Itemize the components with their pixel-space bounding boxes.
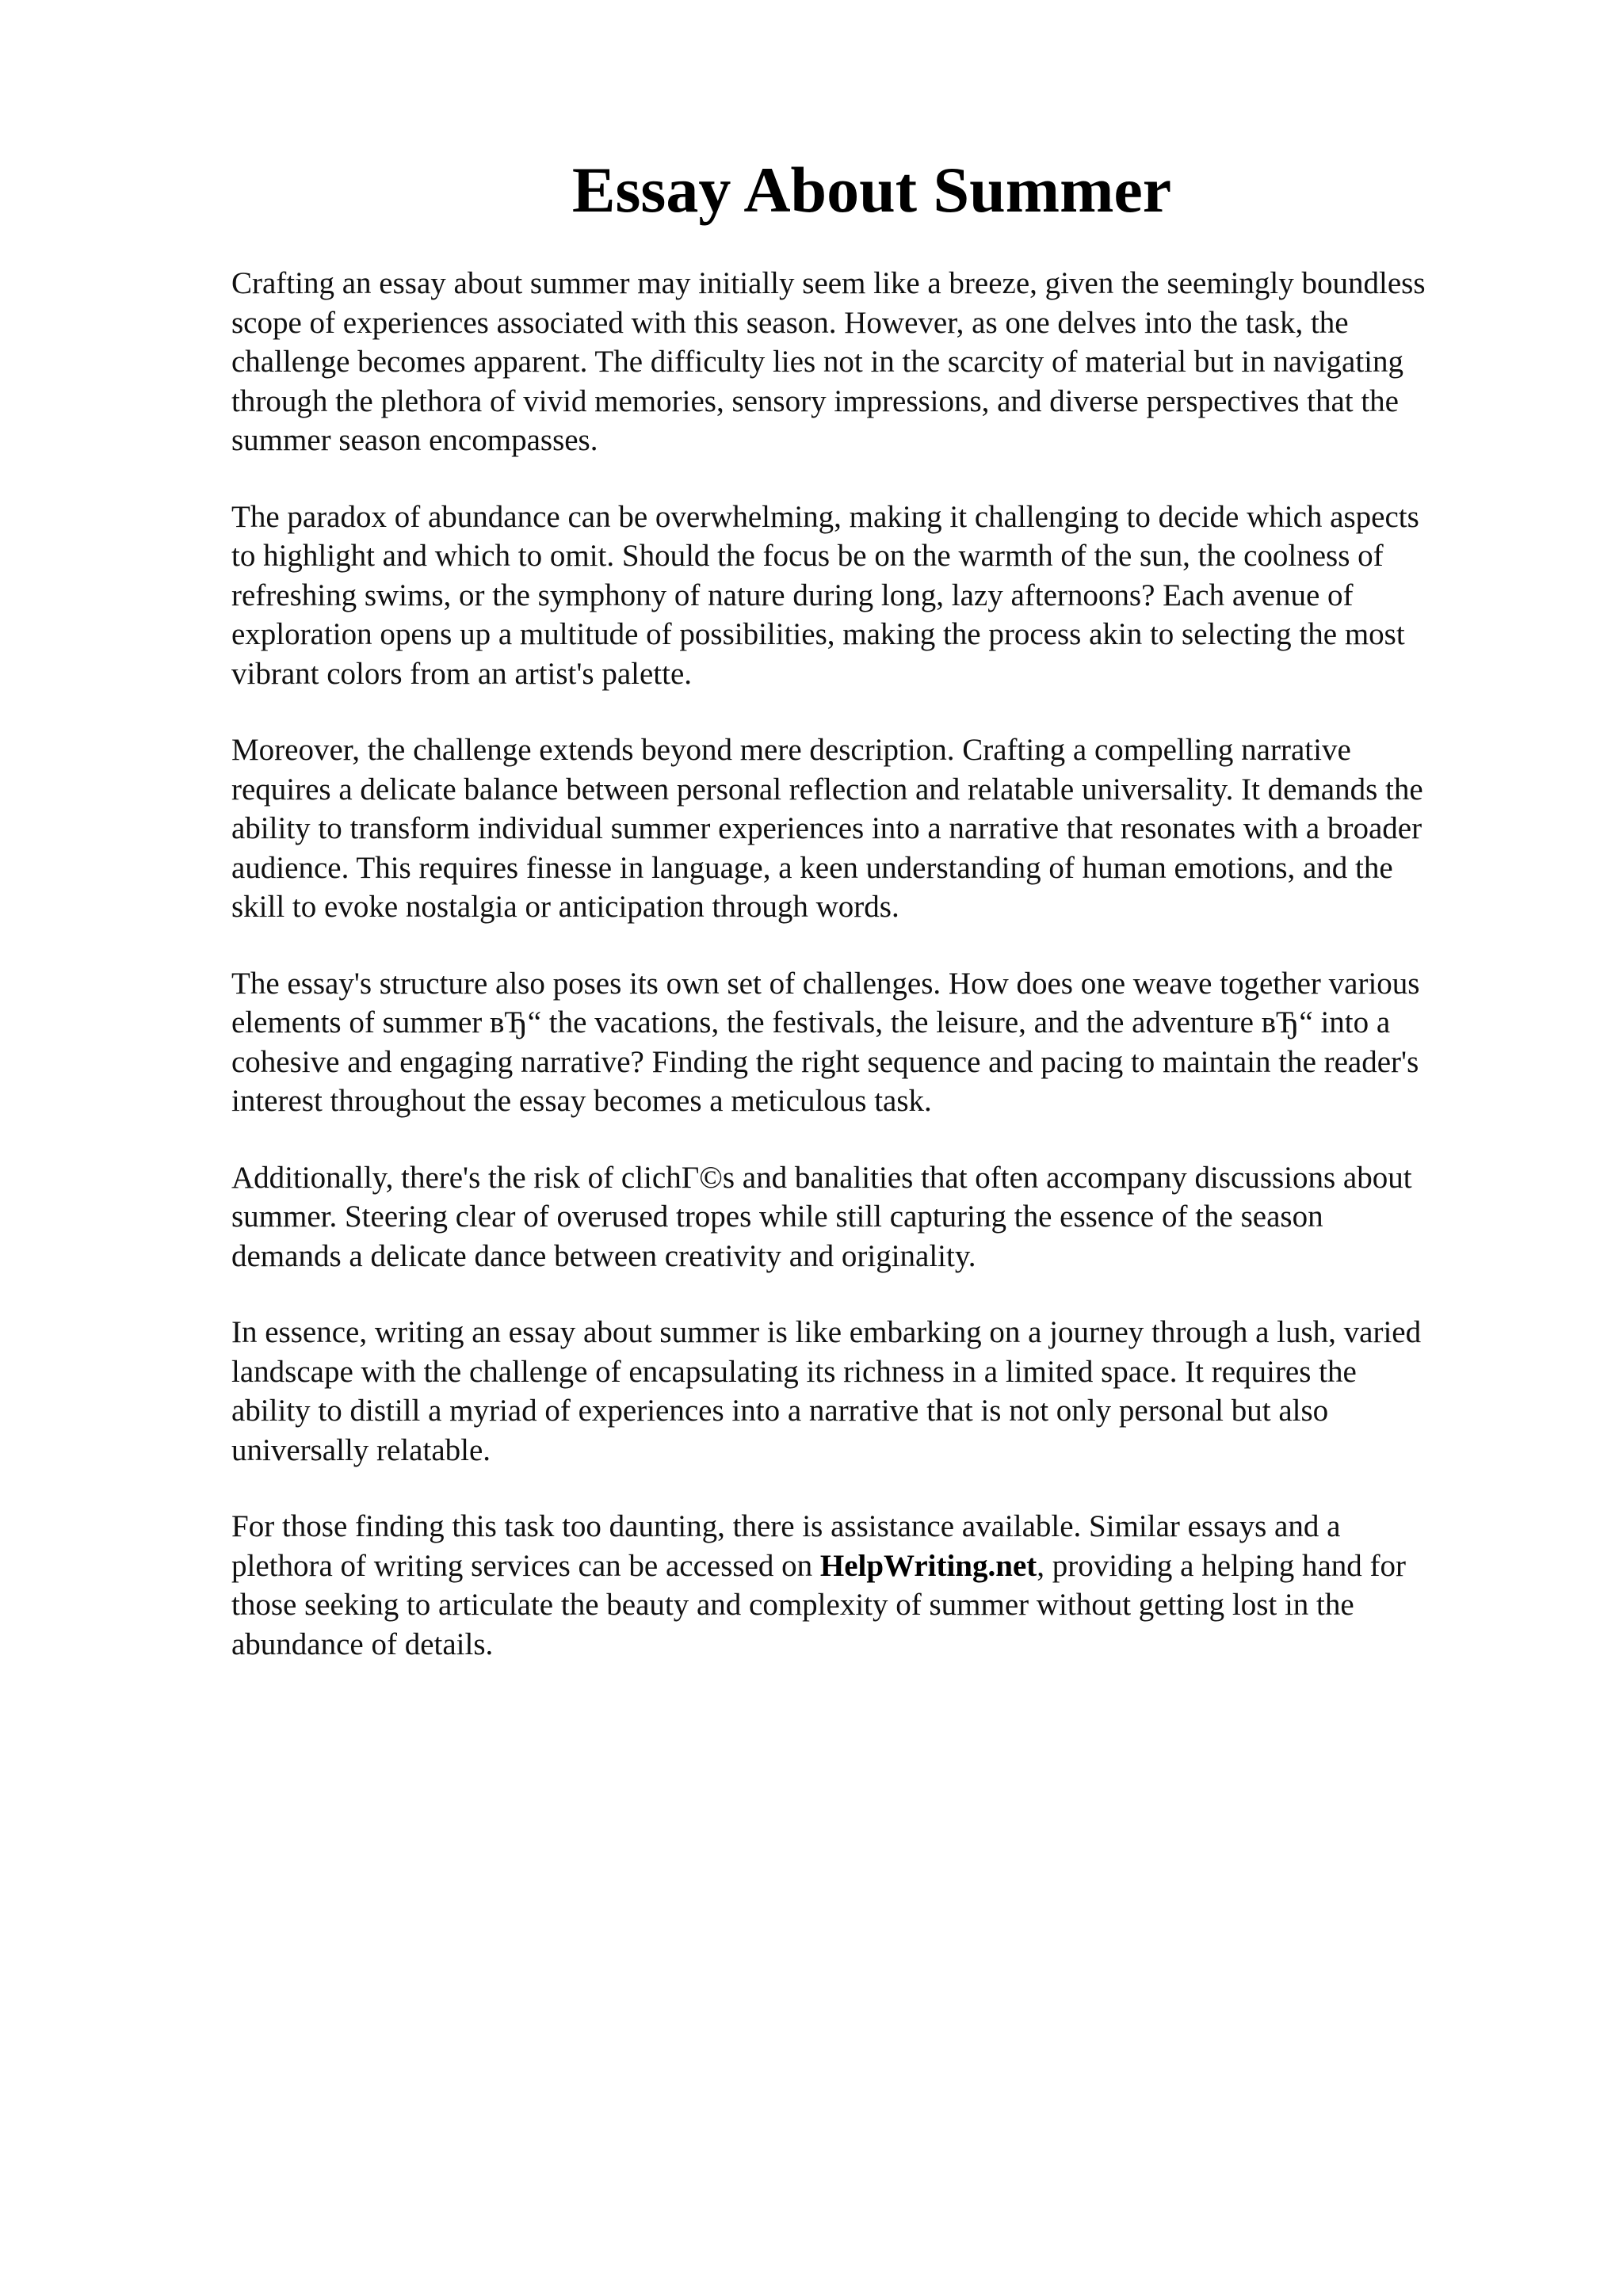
paragraph-line: Additionally, there's the risk of clichГ©s and banalities that often accompany discussions about (231, 1160, 1412, 1195)
paragraph-line: abundance of details. (231, 1627, 494, 1661)
paragraph-6 (231, 1313, 1499, 1470)
paragraph-line: requires a delicate balance between personal reflection and relatable universality. It demands the (231, 772, 1423, 807)
paragraph-line: For those finding this task too daunting, there is assistance available. Similar essays and a (231, 1509, 1341, 1543)
paragraph-line: In essence, writing an essay about summer is like embarking on a journey through a lush, varied (231, 1315, 1422, 1349)
paragraph-line: refreshing swims, or the symphony of nature during long, lazy afternoons? Each avenue of (231, 578, 1354, 612)
paragraph-line: ability to distill a myriad of experiences into a narrative that is not only personal but also (231, 1394, 1329, 1428)
paragraph-line: cohesive and engaging narrative? Finding the right sequence and pacing to maintain the reader's (231, 1044, 1419, 1079)
paragraph-4 (231, 964, 1499, 1121)
paragraph-line-with-link (231, 1547, 1499, 1586)
paragraph-2 (231, 498, 1499, 694)
paragraph-line: ability to transform individual summer experiences into a narrative that resonates with a broader (231, 811, 1423, 845)
paragraph-line: challenge becomes apparent. The difficulty lies not in the scarcity of material but in navigating (231, 345, 1403, 379)
paragraph-line: Crafting an essay about summer may initially seem like a breeze, given the seemingly boundless (231, 266, 1426, 300)
paragraph-line: audience. This requires finesse in language, a keen understanding of human emotions, and the (231, 850, 1393, 885)
paragraph-line: vibrant colors from an artist's palette. (231, 656, 693, 691)
paragraph-line: Moreover, the challenge extends beyond mere description. Crafting a compelling narrative (231, 733, 1351, 767)
document-title: Essay About Summer (571, 154, 1172, 226)
paragraph-line: exploration opens up a multitude of possibilities, making the process akin to selecting the most (231, 617, 1405, 651)
document-body (231, 264, 1499, 1701)
line-text-before-link: plethora of writing services can be accessed on (231, 1548, 820, 1583)
helpwriting-link[interactable]: HelpWriting.net (819, 1548, 1037, 1583)
paragraph-line: summer season encompasses. (231, 423, 598, 457)
paragraph-1 (231, 264, 1499, 460)
paragraph-line: interest throughout the essay becomes a meticulous task. (231, 1084, 932, 1118)
paragraph-line: those seeking to articulate the beauty and complexity of summer without getting lost in the (231, 1588, 1354, 1622)
paragraph-5 (231, 1158, 1499, 1276)
paragraph-line: landscape with the challenge of encapsulating its richness in a limited space. It requires the (231, 1354, 1357, 1389)
paragraph-7 (231, 1507, 1499, 1664)
paragraph-line: scope of experiences associated with this season. However, as one delves into the task, the (231, 305, 1349, 340)
paragraph-line: The paradox of abundance can be overwhelming, making it challenging to decide which aspects (231, 499, 1419, 534)
paragraph-line: The essay's structure also poses its own set of challenges. How does one weave together various (231, 966, 1420, 1001)
paragraph-line: universally relatable. (231, 1432, 491, 1467)
line-text-after-link: , providing a helping hand for (1037, 1548, 1406, 1583)
paragraph-line: to highlight and which to omit. Should the focus be on the warmth of the sun, the coolness of (231, 539, 1384, 573)
paragraph-line: skill to evoke nostalgia or anticipation through words. (231, 890, 899, 924)
paragraph-line: demands a delicate dance between creativity and originality. (231, 1238, 976, 1273)
paragraph-line: elements of summer вЂ“ the vacations, the festivals, the leisure, and the adventure вЂ“ into a (231, 1005, 1391, 1039)
paragraph-3 (231, 730, 1499, 927)
paragraph-line: through the plethora of vivid memories, sensory impressions, and diverse perspectives that the (231, 383, 1399, 418)
paragraph-line: summer. Steering clear of overused tropes while still capturing the essence of the season (231, 1199, 1323, 1234)
